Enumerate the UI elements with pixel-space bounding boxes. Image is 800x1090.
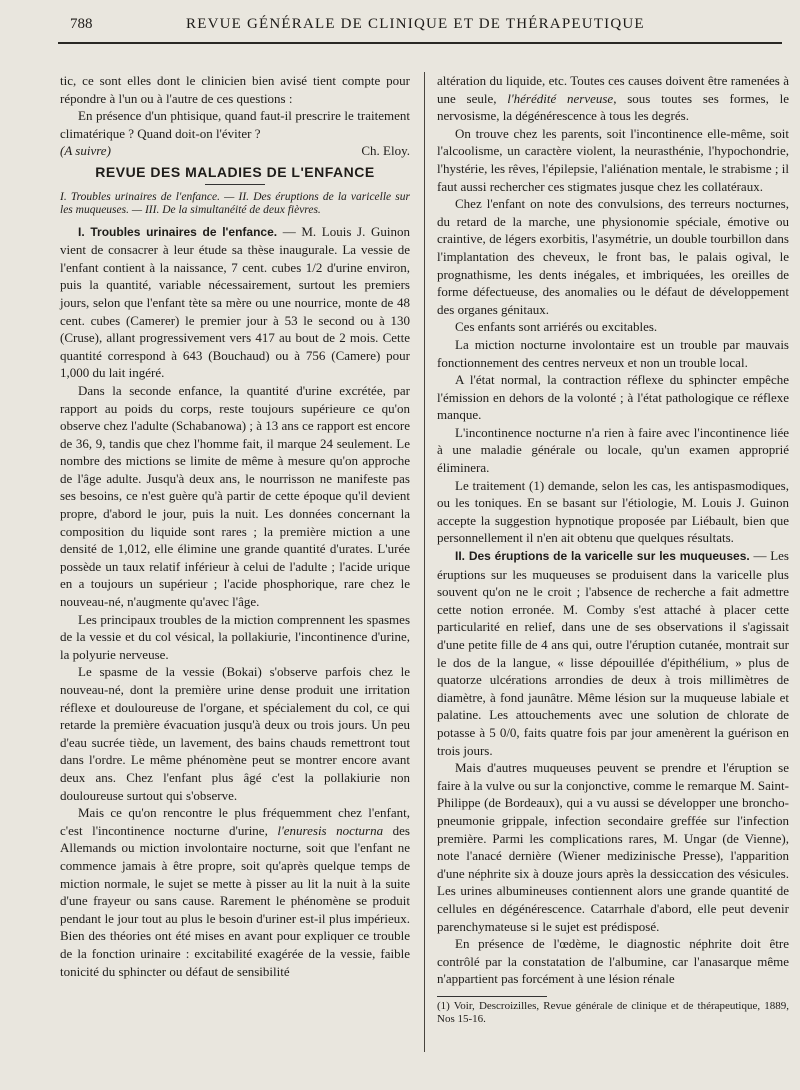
paragraph: En présence d'un phtisique, quand faut-il prescrire le traitement climatérique ? Quand doit-on l'éviter ? xyxy=(60,108,410,141)
running-title: REVUE GÉNÉRALE DE CLINIQUE ET DE THÉRAPEUTIQUE xyxy=(186,16,645,32)
emphasis-term: l'hérédité nerveuse xyxy=(507,90,614,106)
section-rule xyxy=(205,184,265,185)
paragraph-text: Mais ce qu'on rencontre le plus fréquemment chez l'enfant, c'est l'incontinence nocturne d'urine, xyxy=(60,805,410,838)
paragraph: Le spasme de la vessie (Bokai) s'observe parfois chez le nouveau-né, dont la première urine dense produit une irritation réflexe et douloureuse de l'organe, et spécialement du col, ce qui retarde la première évacuation jusqu'à deux ou trois jours. Un peu d'eau sucrée tiède, un lavement, des bains chauds remettront tout dans l'ordre. Le même phénomène peut se montrer encore avant deux ans. Chez l'enfant plus âgé c'est la pollakiurie non douloureuse surtout qui s'observe. xyxy=(60,664,410,803)
to-follow-note: (A suivre) xyxy=(60,143,111,159)
subsection-title: I. Troubles urinaires de l'enfance. xyxy=(78,224,278,239)
header-rule xyxy=(58,42,782,44)
paragraph: Dans la seconde enfance, la quantité d'urine excrétée, par rapport au poids du corps, reste toujours supérieure ce qu'on observe chez l'adulte (Schabanowa) ; à 13 ans ce rapport est encore de 36, 9, tandis que chez l'homme fait, il marque 24 seulement. Le nombre des mictions se limite de même à mesure qu'on approche de l'âge adulte. Jusqu'à deux ans, le nourrisson ne manifeste pas ses besoins, ce n'est guère qu'à partir de cette époque qu'il devient propre, d'abord le jour, puis la nuit. Les données concernant la composition du liquide sont rares ; la première miction a une densité de 1,012, elle élimine une grande quantité d'urates. L'urée possède un taux relatif inférieur à celui de l'adulte ; l'acide urique en a toujours un supérieur ; l'acide phosphorique, rare chez le nouveau-né, n'augmente qu'avec l'âge. xyxy=(60,382,410,610)
paragraph-text: altération du liquide, etc. Toutes ces causes doivent être ramenées à une seule, xyxy=(437,73,789,106)
paragraph xyxy=(60,223,410,382)
section-heading: REVUE DES MALADIES DE L'ENFANCE xyxy=(95,163,375,180)
paragraph: La miction nocturne involontaire est un trouble par mauvais fonctionnement des centres nerveux et non un trouble local. xyxy=(437,336,789,370)
footnote-rule xyxy=(437,996,547,997)
paragraph: Mais d'autres muqueuses peuvent se prendre et l'éruption se faire à la vulve ou sur la conjonctive, comme le remarque M. Saint-Philippe (de Bordeaux), qui a vu aussi se développer une broncho-pneumonie grippale, infection secondaire greffée sur l'infection première. Parmi les complications rares, M. Ungar (de Vienne), note l'anacé dernière (Wiener medizinische Presse), l'apparition d'une néphrite six à douze jours après la dessiccation des vésicules. Les urines albumineuses contiennent alors une grande quantité de cellules en dégénérescence. Catarrhale d'abord, elle peut devenir parenchymateuse si le sujet est prédisposé. xyxy=(437,760,789,934)
left-column xyxy=(60,72,410,980)
paragraph: tic, ce sont elles dont le clinicien bien avisé tient compte pour répondre à l'un ou à l'autre de ces questions : xyxy=(60,73,410,106)
running-header xyxy=(58,16,782,40)
column-divider xyxy=(424,72,425,1052)
section-summary: I. Troubles urinaires de l'enfance. — II. Des éruptions de la varicelle sur les muqueuses. — III. De la simultanéité de deux fièvres. xyxy=(60,190,410,216)
paragraph: On trouve chez les parents, soit l'incontinence elle-même, soit l'alcoolisme, un caractère violent, la neurasthénie, l'hypochondrie, l'hystérie, les rêves, l'épilepsie, l'aliénation mentale, le strabisme ; il faut aussi rechercher ces stigmates jusque chez les collatéraux. xyxy=(437,125,789,194)
paragraph: En présence de l'œdème, le diagnostic néphrite doit être contrôlé par la constatation de l'albumine, car l'anasarque même n'appartient pas forcément à une lésion rénale xyxy=(437,936,789,987)
author-signature: Ch. Eloy. xyxy=(361,143,410,159)
latin-term: l'enuresis nocturna xyxy=(277,822,384,838)
footnote: (1) Voir, Descroizilles, Revue générale de clinique et de thérapeutique, 1889, Nos 15-16. xyxy=(437,999,789,1025)
paragraph-text: des Allemands ou miction involontaire nocturne, soit que l'enfant ne commence jamais à être propre, soit qu'après quelque temps de miction normale, le sujet se mette à pisser au lit la nuit à la suite d'une frayeur ou sans cause. Rarement le phénomène se produit pendant le jour tout au plus le besoin d'uriner est-il plus impérieux. Bien des théories ont été mises en avant pour expliquer ce trouble de la fonction urinaire : excitabilité exagérée de la vessie, faible tonicité du sphincter ou défaut de sensibilité xyxy=(60,822,410,979)
paragraph-text: — Les éruptions sur les muqueuses se produisent dans la varicelle plus souvent qu'on ne le croit ; l'absence de recherche a fait admettre cette notion erronée. M. Comby s'est attaché à placer cette particularité en relief, dans une de ses observations il s'agissait d'une petite fille de 4 ans qui, outre l'éruption cutanée, montrait sur le dos de la langue, « lisse dépouillée d'épithélium, » plus de quatorze ulcérations arrondies de deux à trois millimètres de diamètre, à fond jaunâtre. Même lésion sur la muqueuse labiale et palatine. Les attouchements avec une solution de chlorate de potasse à 5 0/0, faits quatre fois par jour amenèrent la guérison en trois jours. xyxy=(437,548,789,758)
paragraph: A l'état normal, la contraction réflexe du sphincter empêche l'émission en dehors de la volonté ; à l'état pathologique ce réflexe manque. xyxy=(437,372,789,423)
signature-line xyxy=(60,142,410,160)
paragraph: Chez l'enfant on note des convulsions, des terreurs nocturnes, du retard de la marche, une physionomie spéciale, émotive ou craintive, de légers exorbitis, l'asymétrie, un double tourbillon dans l'implantation des cheveux, le front bas, le palais ogival, le prognathisme, les dents inégales, et imbriquées, les oreilles de forme défectueuse, des anomalies ou le défaut de développement des organes génitaux. xyxy=(437,196,789,317)
paragraph-text: , sous toutes ses formes, le nervosisme, la dégénérescence à tous les degrés. xyxy=(437,90,789,124)
paragraph: Les principaux troubles de la miction comprennent les spasmes de la vessie et du col vésical, la pollakiurie, l'incontinence d'urine, la polyurie nerveuse. xyxy=(60,611,410,662)
subsection-title: II. Des éruptions de la varicelle sur les muqueuses. xyxy=(455,549,750,564)
paragraph: Ces enfants sont arriérés ou excitables. xyxy=(455,319,658,335)
paragraph: Le traitement (1) demande, selon les cas, les antispasmodiques, ou les toniques. En se basant sur l'étiologie, M. Louis J. Guinon accepte la suggestion hypnotique proposée par Liébault, bien que personnellement il n'en ait obtenu que quelques résultats. xyxy=(437,477,789,546)
paragraph xyxy=(437,547,789,759)
right-column xyxy=(437,72,789,1026)
page-number: 788 xyxy=(70,16,93,32)
paragraph xyxy=(60,804,410,980)
paragraph-text: — M. Louis J. Guinon vient de consacrer à leur étude sa thèse inaugurale. La vessie de l'enfant contient à la naissance, 7 cent. cubes 1/2 d'urine environ, puis la quantité, variable nécessairement, surtout les premiers jours, selon que l'enfant tète sa mère ou une nourrice, monte de 48 cent. cubes (Camerer) le premier jour à 53 le second ou à 130 (Cruse), allant progressivement vers 417 au bout de 2 mois. Cette quantité correspond à 643 (Bouchaud) ou à 756 (Camere) pour 1,000 du lait ingéré. xyxy=(60,223,410,381)
paragraph xyxy=(437,72,789,125)
paragraph: L'incontinence nocturne n'a rien à faire avec l'incontinence liée à une maladie générale ou locale, qu'un examen approprié éliminera. xyxy=(437,424,789,476)
